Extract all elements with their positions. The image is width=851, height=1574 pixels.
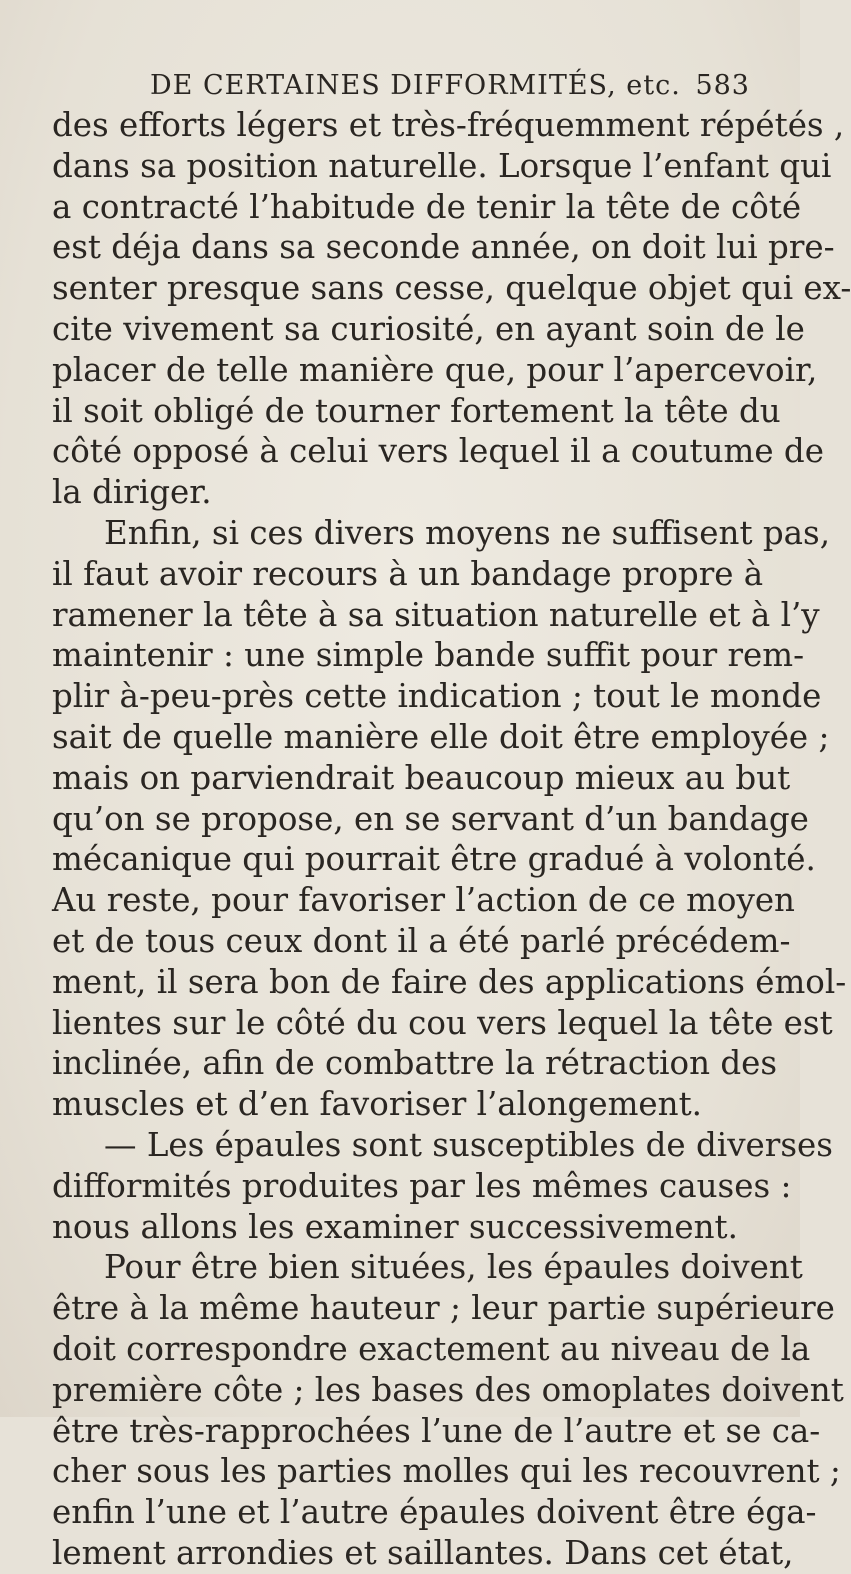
text-line: muscles et d’en favoriser l’alongement. [52, 1085, 702, 1124]
text-line: difformités produites par les mêmes causes : [52, 1166, 792, 1205]
text-line: nous allons les examiner successivement. [52, 1207, 738, 1246]
text-line: et de tous ceux dont il a été parlé précédem- [52, 921, 791, 960]
text-line: Au reste, pour favoriser l’action de ce moyen [52, 881, 795, 920]
text-line: enfin l’une et l’autre épaules doivent être éga- [52, 1493, 817, 1532]
text-line: inclinée, afin de combattre la rétraction des [52, 1044, 778, 1083]
text-line: ment, il sera bon de faire des applications émol- [52, 962, 847, 1001]
text-line: être très-rapprochées l’une de l’autre et se ca- [52, 1411, 821, 1450]
text-line: des efforts légers et très-fréquemment répétés , [52, 106, 845, 144]
text-line: première côte ; les bases des omoplates doivent [52, 1370, 844, 1409]
text-line: lientes sur le côté du cou vers lequel la tête est [52, 1003, 833, 1042]
text-line: cher sous les parties molles qui les recouvrent ; [52, 1452, 841, 1491]
text-line: doit correspondre exactement au niveau de la [52, 1329, 811, 1368]
text-line: Enfin, si ces divers moyens ne suffisent pas, [104, 513, 831, 552]
text-line: être à la même hauteur ; leur partie supérieure [52, 1289, 835, 1328]
text-line: ramener la tête à sa situation naturelle et à l’y [52, 595, 820, 634]
text-line: dans sa position naturelle. Lorsque l’enfant qui [52, 146, 832, 185]
text-line: mais on parviendrait beaucoup mieux au but [52, 758, 791, 797]
text-line: senter presque sans cesse, quelque objet qui ex- [52, 269, 851, 308]
text-line: côté opposé à celui vers lequel il a coutume de [52, 432, 824, 471]
body-text [52, 105, 851, 1574]
page-number: 583 [695, 70, 750, 101]
text-line: maintenir : une simple bande suffit pour rem- [52, 636, 805, 675]
text-line: qu’on se propose, en se servant d’un bandage [52, 799, 809, 838]
text-line: Pour être bien situées, les épaules doivent [104, 1248, 803, 1287]
text-line: mécanique qui pourrait être gradué à volonté. [52, 840, 816, 879]
text-line: il soit obligé de tourner fortement la tête du [52, 391, 781, 430]
text-line: lement arrondies et saillantes. Dans cet état, [52, 1533, 794, 1572]
text-line: sait de quelle manière elle doit être employée ; [52, 717, 830, 756]
text-line: il faut avoir recours à un bandage propre à [52, 554, 764, 593]
text-line: — Les épaules sont susceptibles de diverses [104, 1125, 833, 1164]
text-line: est déja dans sa seconde année, on doit lui pre- [52, 228, 835, 267]
text-line: la diriger. [52, 473, 212, 512]
text-line: placer de telle manière que, pour l’apercevoir, [52, 350, 818, 389]
running-head-title: DE CERTAINES DIFFORMITÉS, etc. [150, 70, 681, 101]
running-head [150, 70, 750, 104]
text-line: cite vivement sa curiosité, en ayant soin de le [52, 309, 805, 348]
text-line: plir à-peu-près cette indication ; tout le monde [52, 677, 822, 716]
text-line: a contracté l’habitude de tenir la tête de côté [52, 187, 802, 226]
